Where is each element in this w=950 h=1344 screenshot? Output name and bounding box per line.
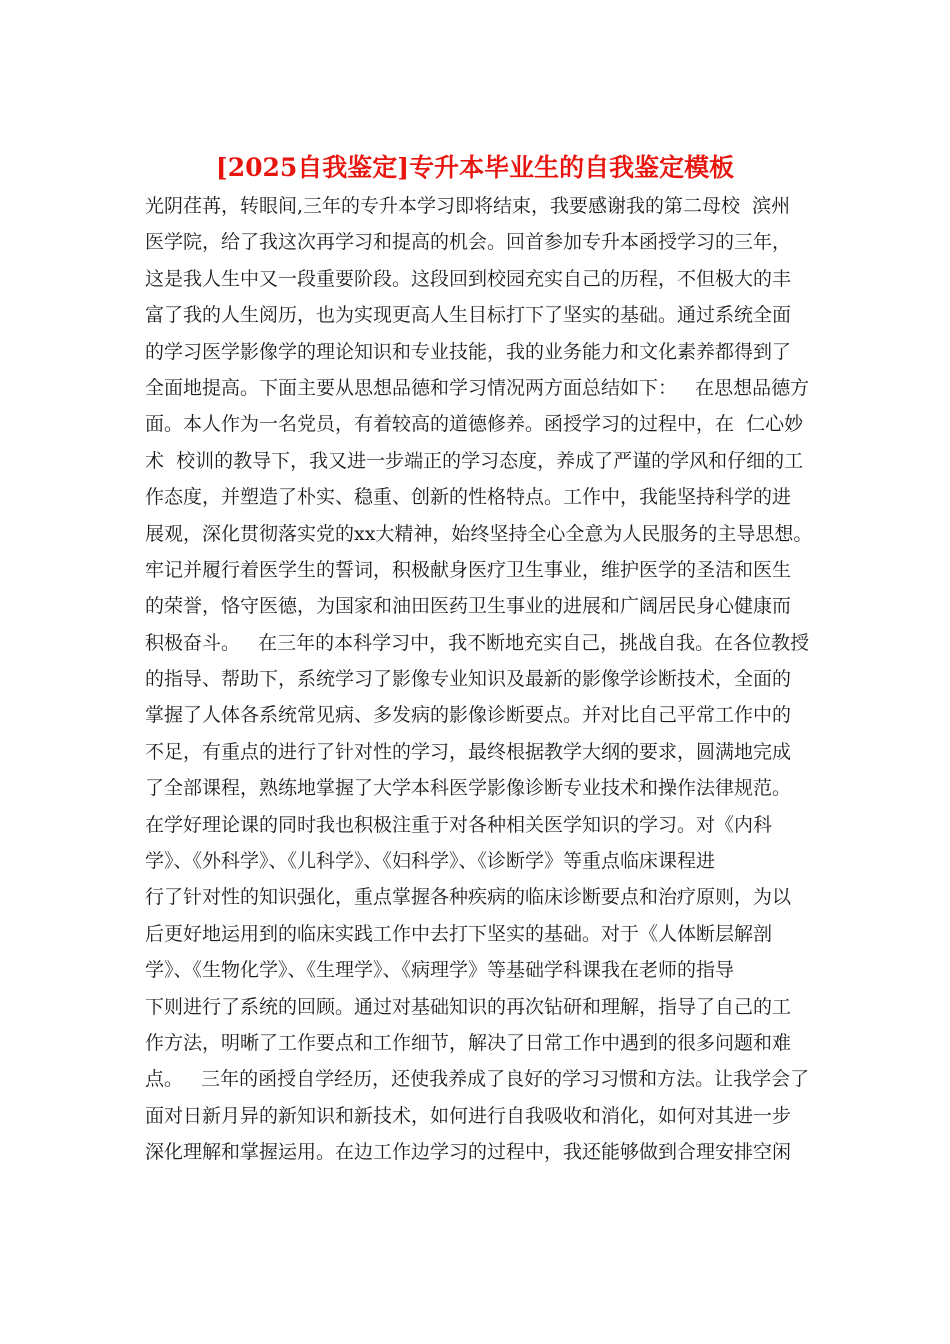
text-line: 的指导、帮助下，系统学习了影像专业知识及最新的影像学诊断技术，全面的	[145, 668, 792, 691]
text-line: 全面地提高。下面主要从思想品德和学习情况两方面总结如下： 在思想品德方	[145, 376, 810, 399]
document-body	[145, 188, 815, 1171]
text-line: 光阴荏苒，转眼间,三年的专升本学习即将结束，我要感谢我的第二母校 滨州	[145, 195, 791, 217]
text-line: 术 校训的教导下，我又进一步端正的学习态度，养成了严谨的学风和仔细的工	[145, 449, 804, 472]
text-line: 学》、《外科学》、《儿科学》、《妇科学》、《诊断学》等重点临床课程进	[145, 850, 716, 873]
text-line: 的荣誉，恪守医德，为国家和油田医药卫生事业的进展和广阔居民身心健康而	[145, 595, 792, 618]
text-line: 在学好理论课的同时我也积极注重于对各种相关医学知识的学习。对《内科	[145, 813, 773, 836]
text-line: 深化理解和掌握运用。在边工作边学习的过程中，我还能够做到合理安排空闲	[145, 1141, 792, 1164]
text-line: 展观，深化贯彻落实党的xx大精神，始终坚持全心全意为人民服务的主导思想。	[145, 522, 813, 545]
text-line: 面。本人作为一名党员，有着较高的道德修养。函授学习的过程中，在 仁心妙	[145, 413, 804, 436]
text-line: 掌握了人体各系统常见病、多发病的影像诊断要点。并对比自己平常工作中的	[145, 704, 792, 727]
text-line: 积极奋斗。 在三年的本科学习中，我不断地充实自己，挑战自我。在各位教授	[145, 631, 810, 654]
text-line: 作态度，并塑造了朴实、稳重、创新的性格特点。工作中，我能坚持科学的进	[145, 486, 792, 509]
text-line: 点。 三年的函授自学经历，还使我养成了良好的学习习惯和方法。让我学会了	[145, 1068, 810, 1091]
text-line: 富了我的人生阅历，也为实现更高人生目标打下了坚实的基础。通过系统全面	[145, 304, 792, 327]
text-line: 医学院，给了我这次再学习和提高的机会。回首参加专升本函授学习的三年，	[145, 231, 792, 254]
text-line: 后更好地运用到的临床实践工作中去打下坚实的基础。对于《人体断层解剖	[145, 922, 773, 945]
text-line: 的学习医学影像学的理论知识和专业技能，我的业务能力和文化素养都得到了	[145, 340, 792, 363]
text-line: 学》、《生物化学》、《生理学》、《病理学》等基础学科课我在老师的指导	[145, 959, 735, 982]
text-line: 这是我人生中又一段重要阶段。这段回到校园充实自己的历程，不但极大的丰	[145, 267, 792, 290]
text-line: 面对日新月异的新知识和新技术，如何进行自我吸收和消化，如何对其进一步	[145, 1104, 792, 1127]
text-line: 行了针对性的知识强化，重点掌握各种疾病的临床诊断要点和治疗原则，为以	[145, 886, 792, 909]
text-line: 作方法，明晰了工作要点和工作细节，解决了日常工作中遇到的很多问题和难	[145, 1031, 792, 1054]
text-line: 不足，有重点的进行了针对性的学习，最终根据教学大纲的要求，圆满地完成	[145, 740, 792, 763]
document-title: [2025自我鉴定]专升本毕业生的自我鉴定模板	[215, 153, 735, 182]
text-line: 牢记并履行着医学生的誓词，积极献身医疗卫生事业，维护医学的圣洁和医生	[145, 558, 792, 581]
text-line: 下则进行了系统的回顾。通过对基础知识的再次钻研和理解，指导了自己的工	[145, 995, 792, 1018]
text-line: 了全部课程，熟练地掌握了大学本科医学影像诊断专业技术和操作法律规范。	[145, 777, 792, 800]
